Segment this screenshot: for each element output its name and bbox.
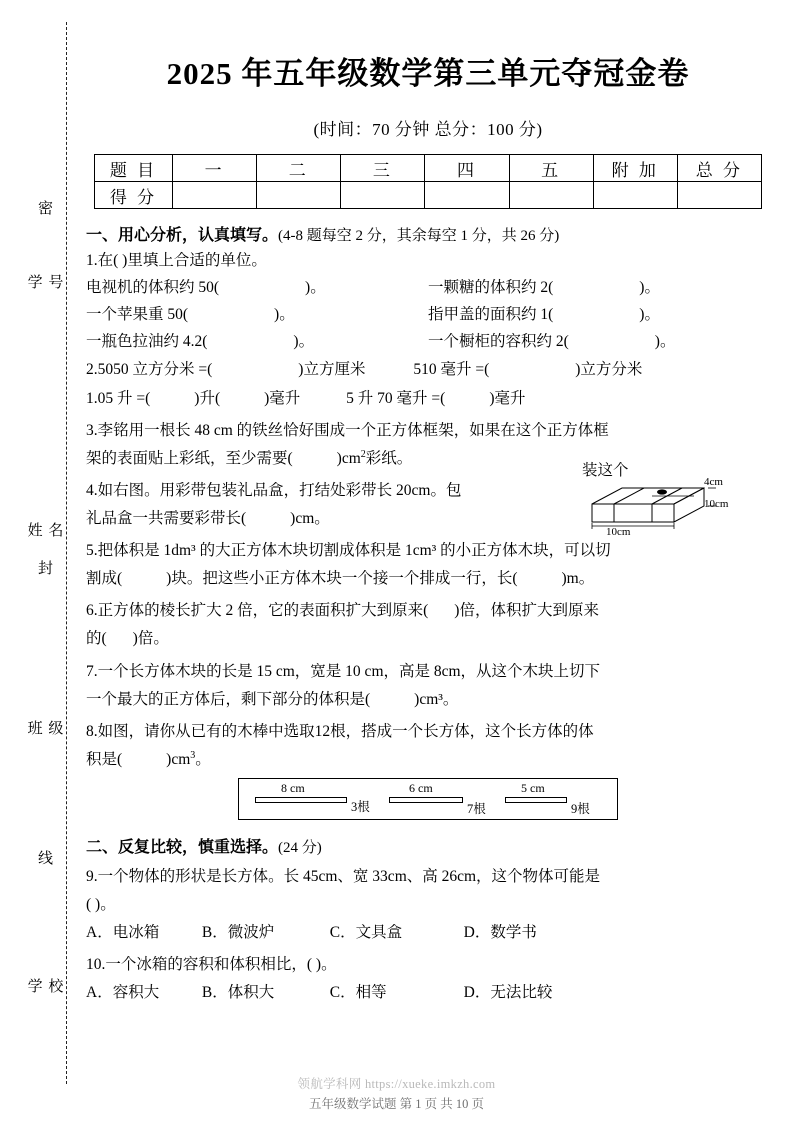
q9-option-b[interactable]: B．微波炉 [201,924,275,942]
gift-box-label-height: 4cm [704,475,723,488]
q1-item-3: 一个苹果重 50( )。 [86,306,295,324]
section-heading-2 [86,834,770,857]
score-col-5: 五 [509,155,593,182]
gift-box-figure [582,461,764,542]
stick-label-3: 5 cm [521,780,545,795]
section-note-2: (24 分) [278,839,322,856]
question-4-inline-note: 装这个 [582,461,629,479]
question-3-line-1: 3.李铭用一根长 48 cm 的铁丝恰好围成一个正方体框架，如果在这个正方体框 [86,421,609,439]
exam-meta: (时间：70 分钟 总分：100 分) [313,120,543,139]
question-1-row-3 [86,329,770,354]
exam-paper [86,30,770,1006]
q1-item-5: 一瓶色拉油约 4.2( )。 [86,333,315,351]
score-cell-1[interactable] [173,182,257,209]
question-6-line-1: 6.正方体的棱长扩大 2 倍，它的表面积扩大到原来( )倍，体积扩大到原来 [86,602,599,620]
sticks-figure [238,778,618,820]
q9-option-a[interactable]: A．电冰箱 [86,924,160,942]
stick-count-1: 3根 [351,799,370,814]
stick-count-3: 9根 [571,801,590,816]
table-row [95,182,762,209]
question-9-options [86,920,770,945]
question-4-line-1: 4.如右图。用彩带包装礼品盒，打结处彩带长 20cm。包 [86,481,462,499]
question-9-line-1: 9.一个物体的形状是长方体。长 45cm、宽 33cm、高 26cm，这个物体可能是 [86,867,601,885]
question-1-stem: 1.在( )里填上合适的单位。 [86,252,267,269]
score-col-3: 三 [341,155,425,182]
seal-label-mi: 密 [37,201,54,217]
question-8-line-2: 积是( )$cm^3$。 [86,749,211,768]
section-title-1: 一、用心分析，认真填写。 [86,227,279,244]
table-row [95,155,762,182]
question-10-options [86,980,770,1005]
question-9-line-2[interactable]: ( )。 [86,896,116,914]
seal-label-xian: 线 [37,851,54,867]
q8-superscript: 3 [190,749,196,761]
question-6-line-2: 的( )倍。 [86,630,169,648]
question-4-line-2: 礼品盒一共需要彩带长( )cm。 [86,509,330,527]
stick-bar-2 [389,797,463,803]
score-cell-3[interactable] [341,182,425,209]
question-7-line-2: 一个最大的正方体后，剩下部分的体积是( )cm³。 [86,690,459,708]
q1-item-4: 指甲盖的面积约 1( )。 [428,306,660,324]
question-10-line-1: 10.一个冰箱的容积和体积相比，( )。 [86,956,337,974]
stick-count-2: 7根 [467,801,486,816]
question-5-line-1: 5.把体积是 1dm³ 的大正方体木块切割成体积是 1cm³ 的小正方体木块，可以切 [86,542,611,560]
stick-label-1: 8 cm [281,780,305,795]
score-cell-2[interactable] [257,182,341,209]
q1-item-6: 一个橱柜的容积约 2( )。 [428,333,676,351]
question-2-line-1: 2.5050 立方分米 =( )立方厘米 510 毫升 =( )立方分米 [86,361,643,379]
watermark: 领航学科网 https://xueke.imkzh.com [297,1077,496,1091]
page-title: 2025 年五年级数学第三单元夺冠金卷 [166,56,690,91]
score-cell-5[interactable] [509,182,593,209]
score-cell-total[interactable] [677,182,761,209]
seal-label-feng: 封 [37,561,54,577]
q10-option-b[interactable]: B．体积大 [201,984,275,1002]
q9-option-c[interactable]: C．文具盒 [329,924,403,942]
stick-bar-3 [505,797,567,803]
seal-column [24,22,68,1084]
question-1-row-1 [86,275,770,300]
question-2-line-2: 1.05 升 =( )升( )毫升 5 升 70 毫升 =( )毫升 [86,389,526,407]
score-col-2: 二 [257,155,341,182]
q9-option-d[interactable]: D．数学书 [463,924,537,942]
score-row-label: 题 目 [95,155,173,182]
score-cell-extra[interactable] [593,182,677,209]
page-footer: 五年级数学试题 第 1 页 共 10 页 [308,1097,484,1111]
question-1-row-2 [86,302,770,327]
q10-option-a[interactable]: A．容积大 [86,984,160,1002]
question-4 [86,461,770,538]
stick-label-2: 6 cm [409,780,433,795]
q10-option-c[interactable]: C．相等 [329,984,387,1002]
question-8-line-1: 8.如图，请你从已有的木棒中选取12根，搭成一个长方体，这个长方体的体 [86,722,594,740]
gift-box-label-width: 10cm [704,497,729,510]
q1-item-1: 电视机的体积约 50( )。 [86,279,326,297]
seal-label-name: 姓 名 [27,523,65,539]
q1-item-2: 一颗糖的体积约 2( )。 [428,279,660,297]
score-col-1: 一 [173,155,257,182]
section-title-2: 二、反复比较，慎重选择。 [86,838,279,856]
seal-label-student-id: 学 号 [27,275,65,291]
seal-label-class: 班 级 [27,721,65,737]
score-table [94,154,762,209]
question-3-line-2: 架的表面贴上彩纸，至少需要( )$cm^2$彩纸。 [86,448,413,467]
q3-superscript: 2 [360,448,366,460]
section-heading-1 [86,222,770,245]
q10-option-d[interactable]: D．无法比较 [463,984,553,1002]
gift-box-label-length: 10cm [606,525,631,538]
score-col-extra: 附 加 [593,155,677,182]
score-col-total: 总 分 [677,155,761,182]
score-col-4: 四 [425,155,509,182]
stick-bar-1 [255,797,347,803]
section-note-1: (4-8 题每空 2 分，其余每空 1 分，共 26 分) [278,228,560,244]
seal-label-school: 学 校 [27,979,65,995]
question-7-line-1: 7.一个长方体木块的长是 15 cm，宽是 10 cm，高是 8cm，从这个木块上切下 [86,662,601,680]
score-cell-4[interactable] [425,182,509,209]
score-row-label-points: 得 分 [95,182,173,209]
question-5-line-2: 割成( )块。把这些小正方体木块一个接一个排成一行，长( )m。 [86,570,595,588]
